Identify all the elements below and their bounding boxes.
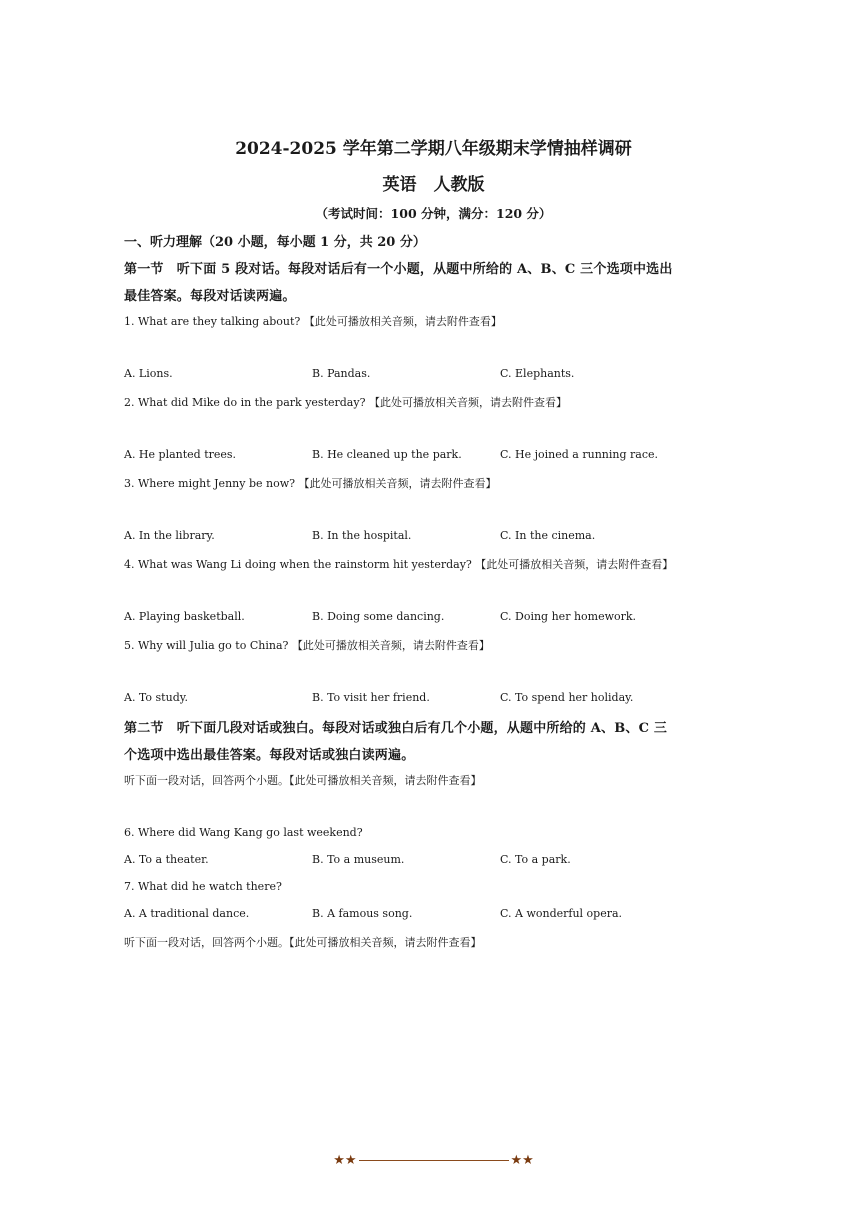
q3-option-a: A. In the library. [124,529,215,542]
part-heading: 一、听力理解（20 小题，每小题 1 分，共 20 分） [124,235,426,250]
q7-option-c: C. A wonderful opera. [500,907,623,920]
question-5: 5. Why will Julia go to China? 【此处可播放相关音频，请去附件查看】 [124,639,490,652]
q1-option-c: C. Elephants. [500,367,575,380]
question-1: 1. What are they talking about? 【此处可播放相关音频，请去附件查看】 [124,315,502,328]
q3-option-c: C. In the cinema. [500,529,596,542]
star-icon: ★★ [510,1152,534,1168]
q5-option-c: C. To spend her holiday. [500,691,634,704]
section1-instruction-line1: 第一节 听下面 5 段对话。每段对话后有一个小题，从题中所给的 A、B、C 三个选项中选出 [124,262,673,277]
section1-instruction-line2: 最佳答案。每段对话读两遍。 [124,289,296,304]
q2-option-c: C. He joined a running race. [500,448,658,461]
section2-instruction-line1: 第二节 听下面几段对话或独白。每段对话或独白后有几个小题，从题中所给的 A、B、C 三 [124,721,668,736]
question-4: 4. What was Wang Li doing when the rainstorm hit yesterday? 【此处可播放相关音频，请去附件查看】 [124,558,674,571]
question-2: 2. What did Mike do in the park yesterday? 【此处可播放相关音频，请去附件查看】 [124,396,567,409]
q6-option-a: A. To a theater. [124,853,209,866]
q7-option-b: B. A famous song. [312,907,413,920]
q6-option-b: B. To a museum. [312,853,405,866]
q6-option-c: C. To a park. [500,853,571,866]
section2-instruction-line2: 个选项中选出最佳答案。每段对话或独白读两遍。 [124,748,415,763]
q1-option-b: B. Pandas. [312,367,371,380]
footer-ornament [0,1150,867,1170]
q2-option-a: A. He planted trees. [124,448,237,461]
q5-option-a: A. To study. [124,691,188,704]
dialog-2-intro: 听下面一段对话，回答两个小题。【此处可播放相关音频，请去附件查看】 [124,936,482,949]
q2-option-b: B. He cleaned up the park. [312,448,462,461]
exam-info: （考试时间：100 分钟，满分：120 分） [315,206,552,221]
q5-option-b: B. To visit her friend. [312,691,430,704]
q7-option-a: A. A traditional dance. [124,907,250,920]
subject-title: 英语 人教版 [382,175,485,195]
question-6: 6. Where did Wang Kang go last weekend? [124,826,363,839]
q3-option-b: B. In the hospital. [312,529,412,542]
footer-divider [359,1160,509,1161]
q4-option-a: A. Playing basketball. [124,610,245,623]
q4-option-c: C. Doing her homework. [500,610,637,623]
q1-option-a: A. Lions. [124,367,173,380]
page-title: 2024-2025 学年第二学期八年级期末学情抽样调研 [235,139,632,159]
question-3: 3. Where might Jenny be now? 【此处可播放相关音频，请去附件查看】 [124,477,497,490]
dialog-1-intro: 听下面一段对话，回答两个小题。【此处可播放相关音频，请去附件查看】 [124,774,482,787]
star-icon: ★★ [333,1152,357,1168]
q4-option-b: B. Doing some dancing. [312,610,445,623]
question-7: 7. What did he watch there? [124,880,282,893]
